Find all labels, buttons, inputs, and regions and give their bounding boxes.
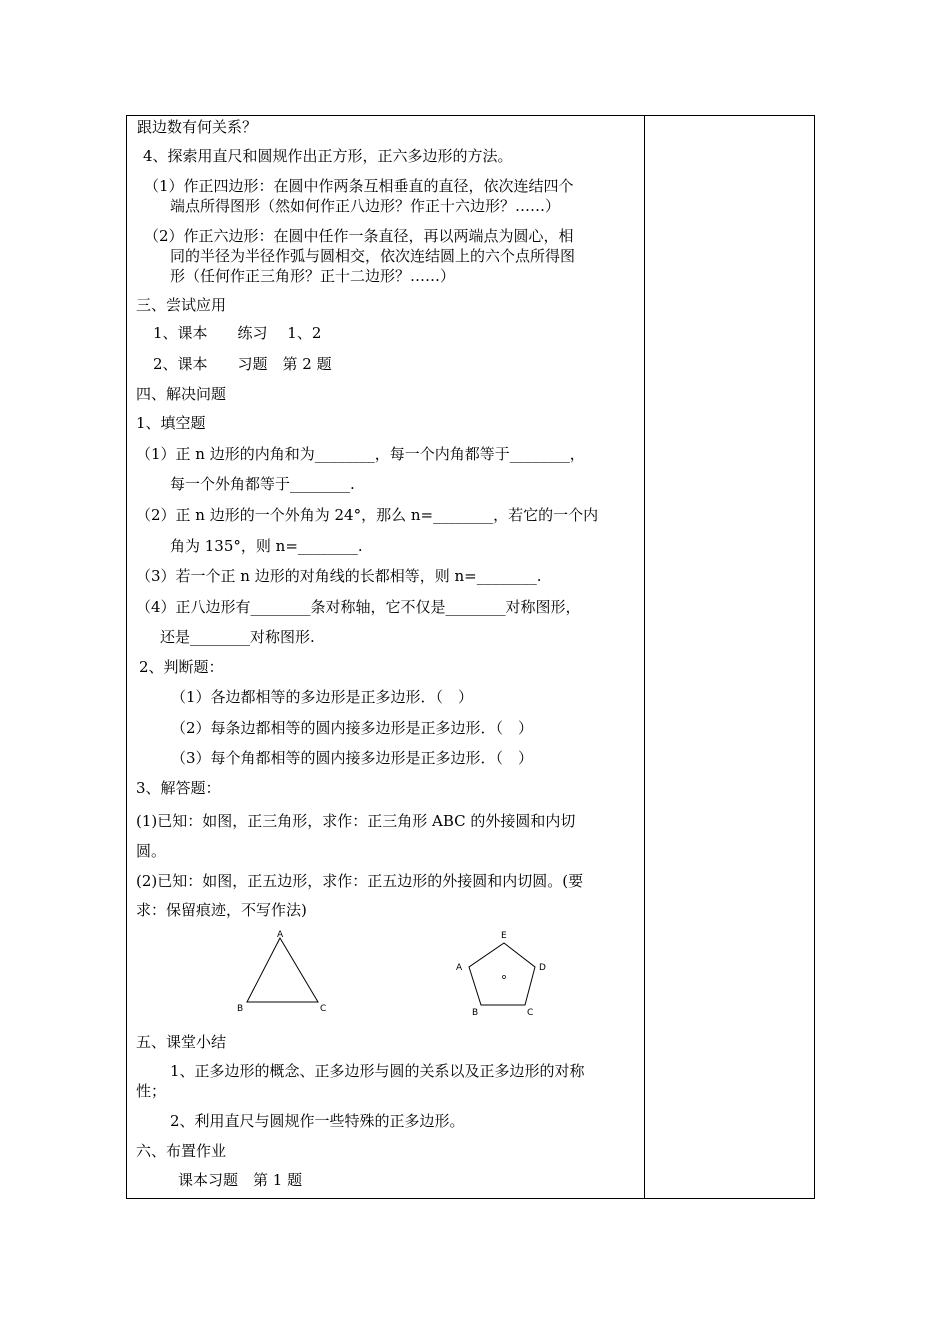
column-divider: [644, 116, 645, 1198]
text-line: (2)已知：如图，正五边形，求作：正五边形的外接圆和内切圆。(要: [136, 872, 584, 890]
text-line: 求：保留痕迹，不写作法): [136, 901, 307, 919]
text-line: （1）各边都相等的多边形是正多边形．（ ）: [171, 688, 474, 706]
text-line: 3、解答题：: [136, 779, 221, 797]
text-line: 形（任何作正三角形？正十二边形？……）: [170, 267, 456, 285]
label-e: E: [501, 931, 507, 941]
text-line: 1、课本 练习 1、2: [153, 324, 322, 342]
center-point: [503, 976, 506, 979]
text-line: （1）正 n 边形的内角和为________，每一个内角都等于________，: [136, 445, 585, 463]
text-line: （4）正八边形有________条对称轴，它不仅是________对称图形，: [136, 598, 581, 616]
label-a: A: [277, 930, 284, 940]
triangle-figure: [228, 926, 338, 1018]
label-a: A: [456, 963, 463, 973]
text-line: 2、判断题：: [139, 658, 224, 676]
pentagon-figure: [448, 926, 558, 1020]
section-heading: 五、课堂小结: [136, 1033, 227, 1051]
text-line: 课本习题 第 1 题: [178, 1171, 303, 1189]
text-line: 性；: [136, 1082, 167, 1100]
section-heading: 六、布置作业: [136, 1142, 227, 1160]
text-line: 4、探索用直尺和圆规作出正方形，正六多边形的方法。: [143, 147, 513, 165]
triangle-shape: [247, 938, 318, 1002]
label-b: B: [237, 1004, 244, 1014]
text-line: 端点所得图形（然如何作正八边形？作正十六边形？……）: [170, 197, 561, 215]
label-c: C: [320, 1004, 327, 1014]
text-line: 跟边数有何关系？: [137, 118, 258, 136]
text-line: 圆。: [136, 842, 167, 860]
section-heading: 三、尝试应用: [136, 296, 227, 314]
text-line: 1、填空题: [136, 414, 206, 432]
text-line: 每一个外角都等于________.: [170, 475, 355, 493]
text-line: 2、利用直尺与圆规作一些特殊的正多边形。: [170, 1112, 465, 1130]
text-line: 2、课本 习题 第 2 题: [153, 355, 332, 373]
text-line: （2）正 n 边形的一个外角为 24°，那么 n=________，若它的一个内: [136, 506, 599, 524]
label-d: D: [539, 963, 546, 973]
text-line: （2）作正六边形：在圆中任作一条直径，再以两端点为圆心，相: [144, 227, 574, 245]
label-b: B: [472, 1008, 479, 1018]
pentagon-shape: [469, 943, 535, 1005]
text-line: 角为 135°，则 n=________.: [170, 537, 363, 555]
text-line: （3）每个角都相等的圆内接多边形是正多边形．（ ）: [171, 749, 534, 767]
label-c: C: [527, 1008, 534, 1018]
text-line: 还是________对称图形.: [160, 628, 315, 646]
text-line: （2）每条边都相等的圆内接多边形是正多边形．（ ）: [171, 719, 534, 737]
text-line: (1)已知：如图，正三角形，求作：正三角形 ABC 的外接圆和内切: [136, 812, 576, 830]
text-line: 同的半径为半径作弧与圆相交，依次连结圆上的六个点所得图: [170, 247, 576, 265]
text-line: （1）作正四边形：在圆中作两条互相垂直的直径，依次连结四个: [144, 177, 574, 195]
text-line: 1、正多边形的概念、正多边形与圆的关系以及正多边形的对称: [170, 1062, 585, 1080]
text-line: （3）若一个正 n 边形的对角线的长都相等，则 n=________.: [136, 567, 542, 585]
section-heading: 四、解决问题: [136, 385, 227, 403]
